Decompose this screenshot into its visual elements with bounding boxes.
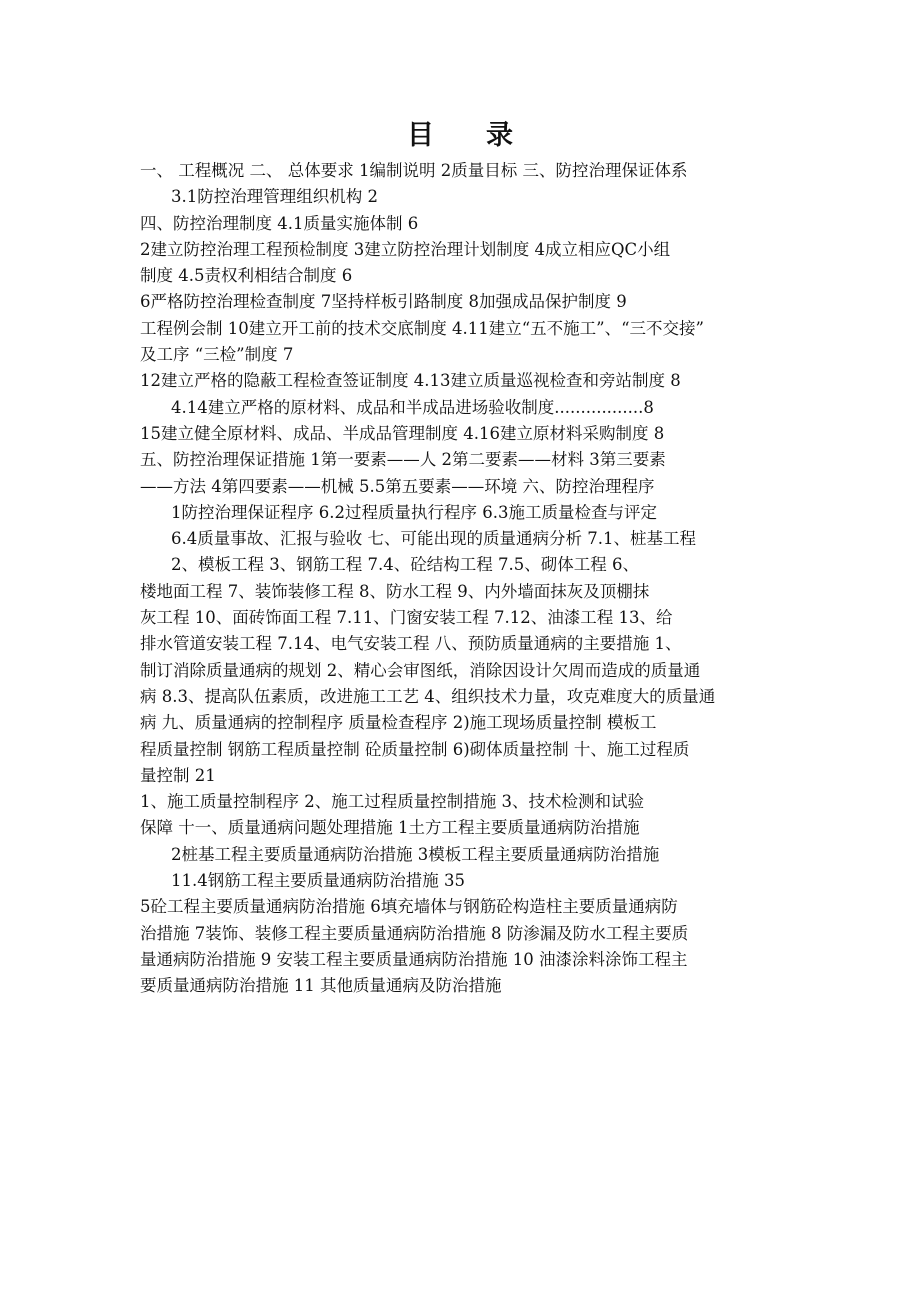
toc-line: 2桩基工程主要质量通病防治措施 3模板工程主要质量通病防治措施	[171, 844, 660, 864]
toc-line: 四、防控治理制度 4.1质量实施体制 6	[140, 213, 419, 233]
toc-line: 保障 十一、质量通病问题处理措施 1土方工程主要质量通病防治措施	[140, 818, 640, 838]
toc-line: 一、 工程概况 二、 总体要求 1编制说明 2质量目标 三、防控治理保证体系	[140, 161, 688, 180]
toc-line: 排水管道安装工程 7.14、电气安装工程 八、预防质量通病的主要措施 1、	[140, 634, 682, 654]
toc-line: 12建立严格的隐蔽工程检查签证制度 4.13建立质量巡视检查和旁站制度 8	[140, 371, 681, 391]
toc-line: ——方法 4第四要素——机械 5.5第五要素——环境 六、防控治理程序	[140, 476, 655, 496]
toc-line: 量控制 21	[140, 765, 216, 785]
toc-line: 程质量控制 钢筋工程质量控制 砼质量控制 6)砌体质量控制 十、施工过程质	[140, 739, 690, 759]
toc-line: 11.4钢筋工程主要质量通病防治措施 35	[171, 871, 465, 891]
toc-line: 要质量通病防治措施 11 其他质量通病及防治措施	[140, 976, 502, 996]
toc-line: 灰工程 10、面砖饰面工程 7.11、门窗安装工程 7.12、油漆工程 13、给	[140, 608, 673, 628]
toc-line: 2建立防控治理工程预检制度 3建立防控治理计划制度 4成立相应QC小组	[140, 239, 671, 259]
toc-line: 治措施 7装饰、装修工程主要质量通病防治措施 8 防渗漏及防水工程主要质	[140, 923, 689, 943]
toc-line: 工程例会制 10建立开工前的技术交底制度 4.11建立“五不施工”、“三不交接”	[140, 318, 704, 338]
toc-line: 制订消除质量通病的规划 2、精心会审图纸，消除因设计欠周而造成的质量通	[140, 660, 701, 680]
toc-line: 15建立健全原材料、成品、半成品管理制度 4.16建立原材料采购制度 8	[140, 423, 665, 443]
toc-line: 4.14建立严格的原材料、成品和半成品进场验收制度.................8	[171, 397, 654, 417]
toc-line: 2、模板工程 3、钢筋工程 7.4、砼结构工程 7.5、砌体工程 6、	[171, 555, 639, 575]
title-char-2: 录	[486, 120, 513, 151]
title-char-1: 目	[407, 120, 434, 151]
table-of-contents	[140, 158, 785, 1000]
document-title	[0, 116, 920, 156]
toc-line: 量通病防治措施 9 安装工程主要质量通病防治措施 10 油漆涂料涂饰工程主	[140, 949, 688, 969]
toc-line: 病 九、质量通病的控制程序 质量检查程序 2)施工现场质量控制 模板工	[140, 713, 657, 733]
toc-line: 五、防控治理保证措施 1第一要素——人 2第二要素——材料 3第三要素	[140, 450, 666, 470]
toc-line: 6严格防控治理检查制度 7坚持样板引路制度 8加强成品保护制度 9	[140, 292, 627, 312]
toc-line: 及工序 “三检”制度 7	[140, 345, 294, 365]
toc-line: 病 8.3、提高队伍素质，改进施工工艺 4、组织技术力量，攻克难度大的质量通	[140, 686, 716, 706]
toc-line: 3.1防控治理管理组织机构 2	[171, 187, 378, 207]
toc-line: 5砼工程主要质量通病防治措施 6填充墙体与钢筋砼构造柱主要质量通病防	[140, 897, 678, 917]
toc-line: 1防控治理保证程序 6.2过程质量执行程序 6.3施工质量检查与评定	[171, 502, 657, 522]
toc-line: 1、施工质量控制程序 2、施工过程质量控制措施 3、技术检测和试验	[140, 792, 644, 812]
toc-line: 制度 4.5责权利相结合制度 6	[140, 266, 353, 286]
toc-line: 6.4质量事故、汇报与验收 七、可能出现的质量通病分析 7.1、桩基工程	[171, 529, 696, 549]
toc-line: 楼地面工程 7、装饰装修工程 8、防水工程 9、内外墙面抹灰及顶棚抹	[140, 581, 650, 601]
